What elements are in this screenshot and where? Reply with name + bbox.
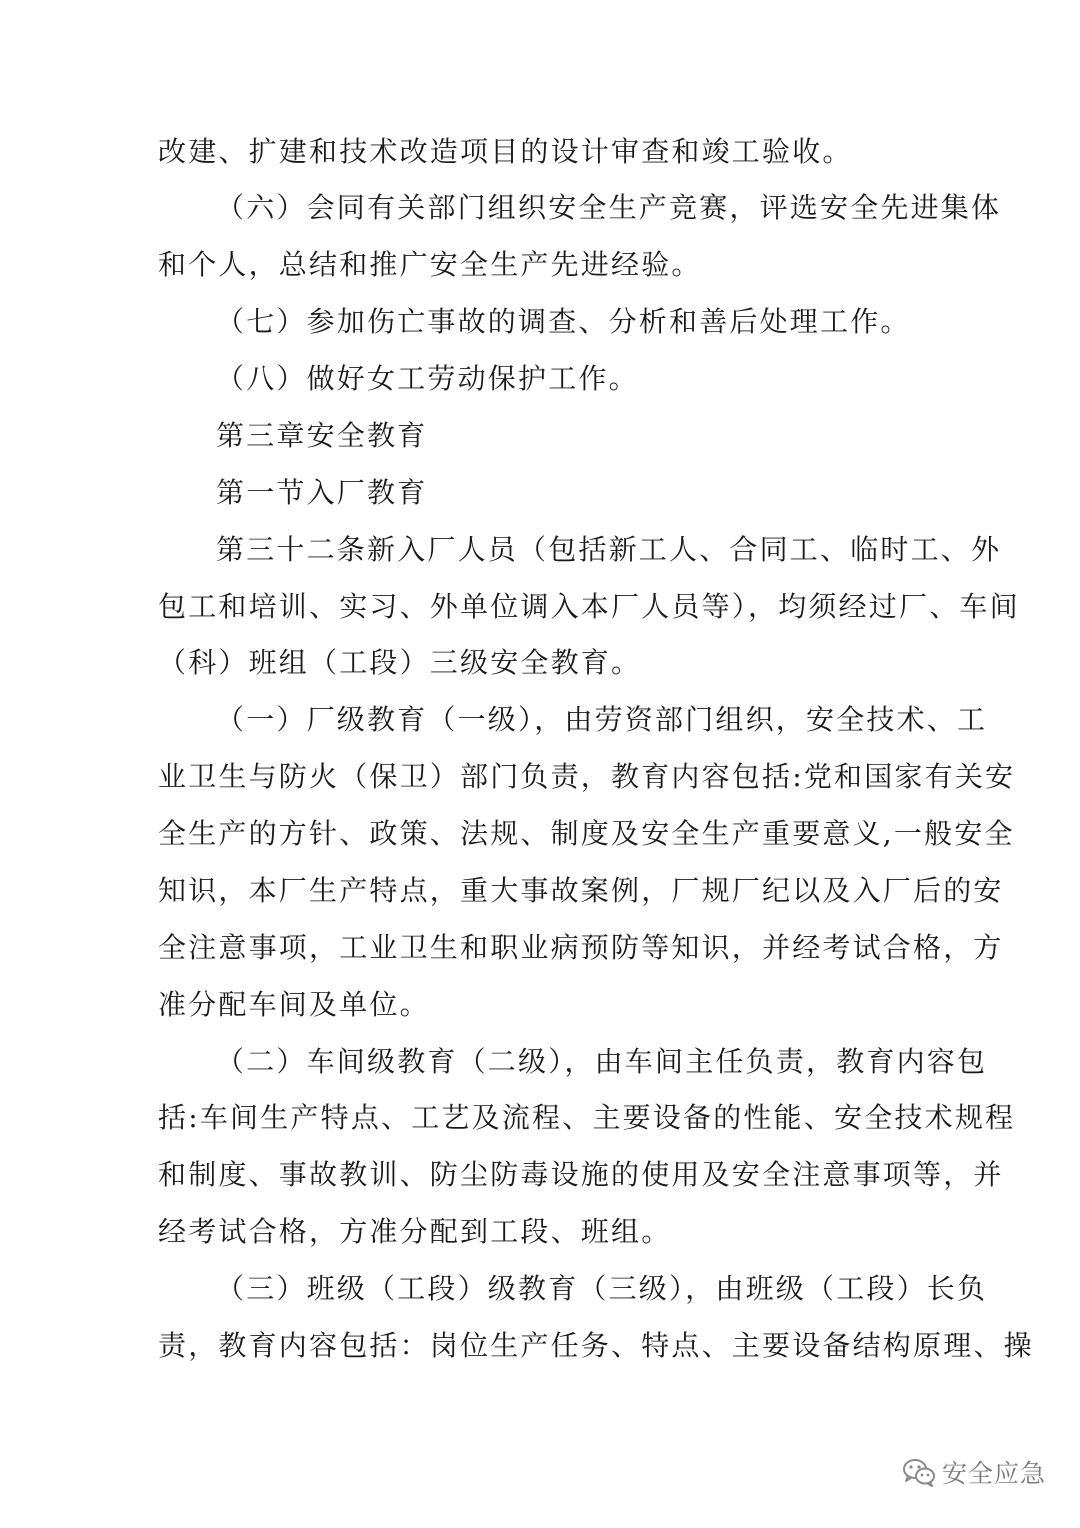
text-line: 全生产的方针、政策、法规、制度及安全生产重要意义,一般安全 bbox=[158, 817, 1015, 850]
text-line: 和制度、事故教训、防尘防毒设施的使用及安全注意事项等，并 bbox=[158, 1158, 1004, 1191]
watermark bbox=[902, 1452, 1046, 1492]
text-line: （科）班组（工段）三级安全教育。 bbox=[158, 646, 642, 679]
text-line: （二）车间级教育（二级），由车间主任负责，教育内容包 bbox=[216, 1045, 988, 1078]
text-line: 第三十二条新入厂人员（包括新工人、合同工、临时工、外 bbox=[216, 533, 1002, 566]
watermark-text: 安全应急 bbox=[942, 1459, 1047, 1488]
text-line: 责，教育内容包括：岗位生产任务、特点、主要设备结构原理、操 bbox=[158, 1329, 1034, 1362]
wechat-icon bbox=[902, 1457, 936, 1487]
text-line: （六）会同有关部门组织安全生产竞赛，评选安全先进集体 bbox=[216, 191, 1002, 224]
text-line: （一）厂级教育（一级），由劳资部门组织，安全技术、工 bbox=[216, 703, 988, 736]
text-line: 业卫生与防火（保卫）部门负责，教育内容包括:党和国家有关安 bbox=[158, 760, 1016, 793]
text-line: 全注意事项，工业卫生和职业病预防等知识，并经考试合格，方 bbox=[158, 931, 1004, 964]
text-line: 知识，本厂生产特点，重大事故案例，厂规厂纪以及入厂后的安 bbox=[158, 874, 1004, 907]
text-line: 经考试合格，方准分配到工段、班组。 bbox=[158, 1215, 672, 1248]
chapter-heading: 第三章安全教育 bbox=[216, 419, 428, 452]
text-line: 准分配车间及单位。 bbox=[158, 988, 430, 1021]
text-line: （七）参加伤亡事故的调查、分析和善后处理工作。 bbox=[216, 305, 911, 338]
text-line: （三）班级（工段）级教育（三级），由班级（工段）长负 bbox=[216, 1272, 988, 1305]
text-line: （八）做好女工劳动保护工作。 bbox=[216, 362, 639, 395]
text-line: 改建、扩建和技术改造项目的设计审查和竣工验收。 bbox=[158, 135, 853, 168]
text-line: 和个人，总结和推广安全生产先进经验。 bbox=[158, 248, 702, 281]
text-line: 括:车间生产特点、工艺及流程、主要设备的性能、安全技术规程 bbox=[158, 1101, 1016, 1134]
section-heading: 第一节入厂教育 bbox=[216, 476, 428, 509]
text-line: 包工和培训、实习、外单位调入本厂人员等），均须经过厂、车间 bbox=[158, 590, 1020, 623]
